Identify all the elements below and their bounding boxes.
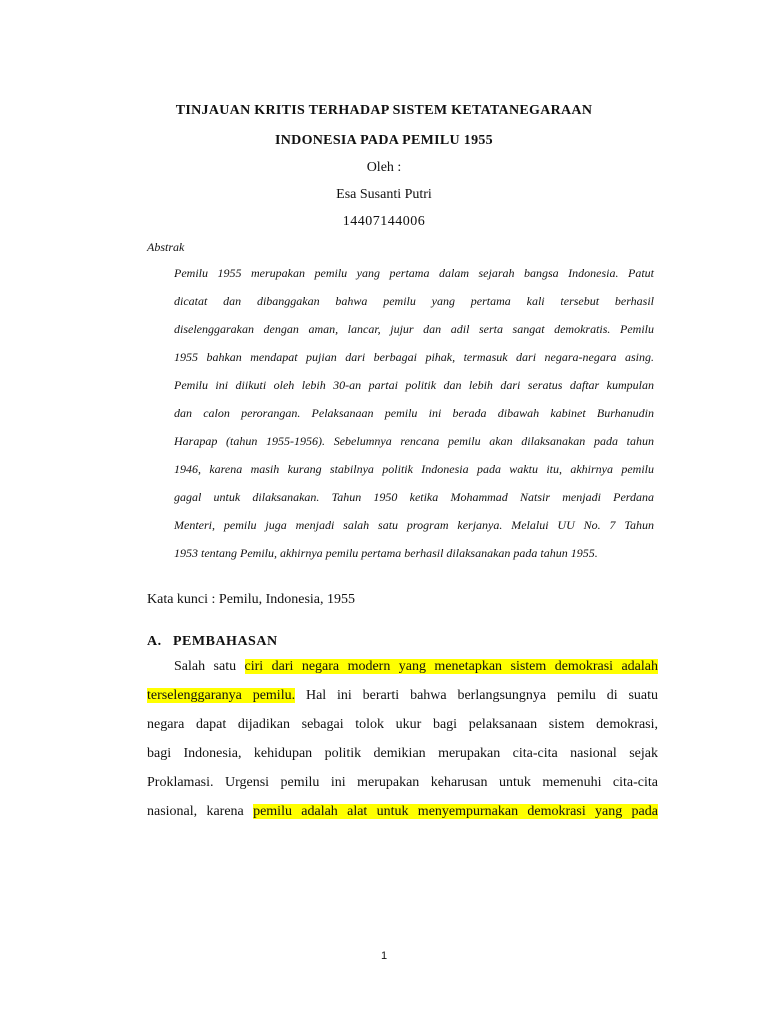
abstract-line: Pemilu ini diikuti oleh lebih 30-an partai politik dan lebih dari seratus daftar kumpulan [174,378,654,392]
section-title: PEMBAHASAN [173,634,278,649]
section-heading [147,634,278,650]
abstract-line: gagal untuk dilaksanakan. Tahun 1950 ketika Mohammad Natsir menjadi Perdana [174,490,654,504]
body-line: Proklamasi. Urgensi pemilu ini merupakan keharusan untuk memenuhi cita-cita [147,775,658,790]
by-label: Oleh : [366,160,402,175]
abstract-line: dicatat dan dibanggakan bahwa pemilu yang pertama kali tersebut berhasil [174,294,654,308]
abstract-line: dan calon perorangan. Pelaksanaan pemilu ini berada dibawah kabinet Burhanudin [174,406,654,420]
title-line-1: TINJAUAN KRITIS TERHADAP SISTEM KETATANEGARAAN [175,103,593,118]
abstract-line: 1946, karena masih kurang stabilnya politik Indonesia pada waktu itu, akhirnya pemilu [174,462,654,476]
highlighted-text: terselenggaranya pemilu. [147,688,296,703]
abstract-line: Menteri, pemilu juga menjadi salah satu program kerjanya. Melalui UU No. 7 Tahun [174,518,654,532]
highlighted-text: pemilu adalah alat untuk menyempurnakan demokrasi yang pada [253,804,658,819]
body-line [147,804,658,820]
abstract-line: diselenggarakan dengan aman, lancar, jujur dan adil serta sangat demokratis. Pemilu [174,322,654,336]
body-line: bagi Indonesia, kehidupan politik demikian merupakan cita-cita nasional sejak [147,746,658,761]
body-text: Hal ini berarti bahwa berlangsungnya pemilu di suatu [295,688,659,703]
author-name: Esa Susanti Putri [336,187,432,202]
section-number: A. [147,634,162,649]
keywords: Kata kunci : Pemilu, Indonesia, 1955 [147,592,356,607]
highlighted-text: ciri dari negara modern yang menetapkan sistem demokrasi adalah [244,659,658,674]
abstract-line: 1955 bahkan mendapat pujian dari berbagai pihak, termasuk dari negara-negara asing. [174,350,654,364]
body-line: negara dapat dijadikan sebagai tolok ukur bagi pelaksanaan sistem demokrasi, [147,717,658,732]
abstract-line: Harapap (tahun 1955-1956). Sebelumnya rencana pemilu akan dilaksanakan pada tahun [174,434,654,448]
page-number: 1 [380,950,388,962]
body-text: Salah satu [174,659,245,674]
body-text: nasional, karena [147,804,254,819]
student-id: 14407144006 [342,214,426,229]
abstract-line: 1953 tentang Pemilu, akhirnya pemilu pertama berhasil dilaksanakan pada tahun 1955. [174,546,598,560]
body-line [147,688,658,704]
abstract-label: Abstrak [147,240,185,254]
title-line-2: INDONESIA PADA PEMILU 1955 [275,133,493,148]
body-line [174,659,658,675]
abstract-line: Pemilu 1955 merupakan pemilu yang pertama dalam sejarah bangsa Indonesia. Patut [174,266,654,280]
